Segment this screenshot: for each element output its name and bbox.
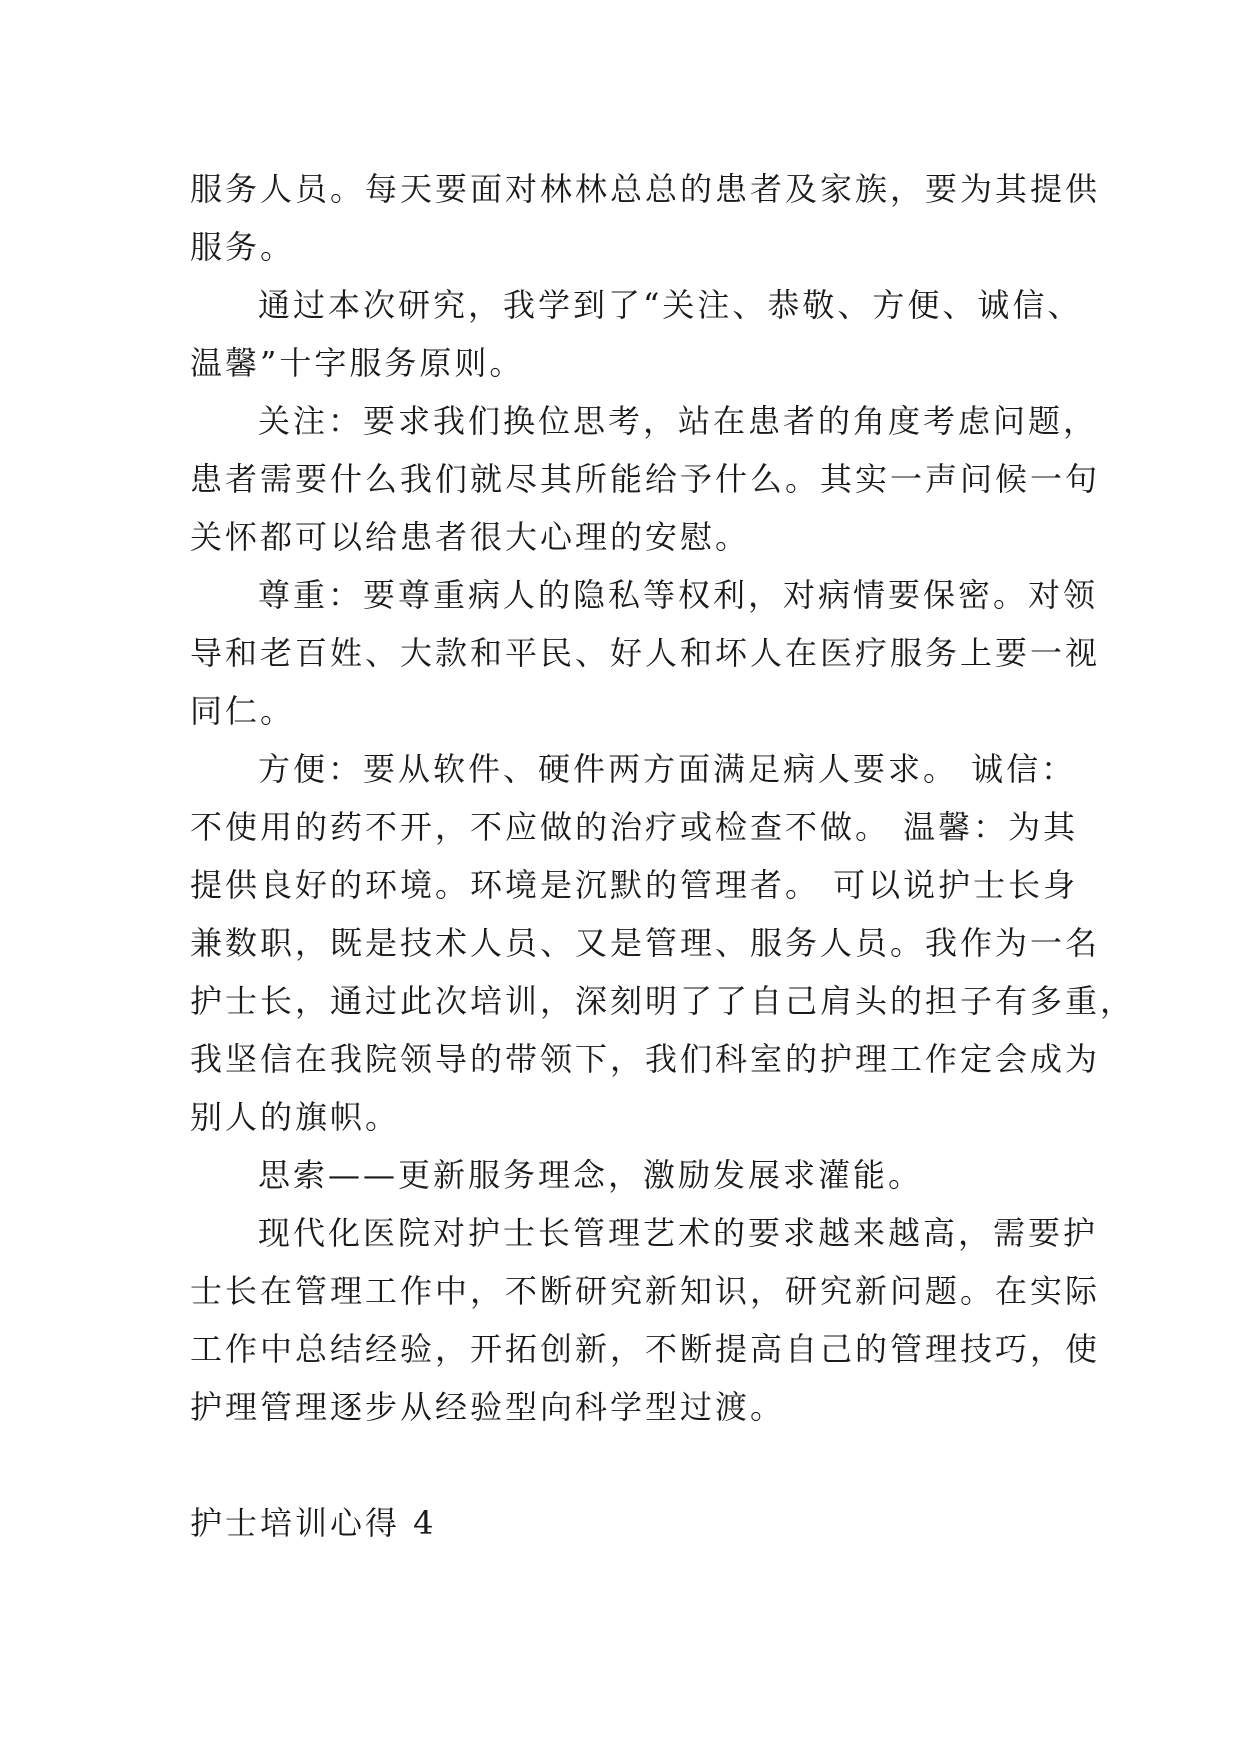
document-body bbox=[190, 160, 1136, 1552]
text-line: 我坚信在我院领导的带领下，我们科室的护理工作定会成为 bbox=[190, 1040, 1101, 1078]
section-heading: 护士培训心得 4 bbox=[190, 1504, 437, 1542]
text-line: 工作中总结经验，开拓创新，不断提高自己的管理技巧，使 bbox=[190, 1330, 1101, 1368]
paragraph-start-line: 通过本次研究，我学到了“关注、恭敬、方便、诚信、 bbox=[258, 286, 1083, 324]
text-line: 兼数职，既是技术人员、又是管理、服务人员。我作为一名 bbox=[190, 924, 1101, 962]
paragraph-start-line: 关注：要求我们换位思考，站在患者的角度考虑问题， bbox=[258, 402, 1099, 440]
paragraph-start-line: 方便：要从软件、硬件两方面满足病人要求。 诚信： bbox=[258, 750, 1077, 788]
text-line: 别人的旗帜。 bbox=[190, 1098, 401, 1136]
paragraph-start-line: 现代化医院对护士长管理艺术的要求越来越高，需要护 bbox=[258, 1214, 1099, 1252]
text-line: 服务。 bbox=[190, 228, 296, 266]
text-line: 护理管理逐步从经验型向科学型过渡。 bbox=[190, 1388, 786, 1426]
text-line: 提供良好的环境。环境是沉默的管理者。 可以说护士长身 bbox=[190, 866, 1079, 904]
paragraph-start-line: 尊重：要尊重病人的隐私等权利，对病情要保密。对领 bbox=[258, 576, 1099, 614]
text-line: 不使用的药不开，不应做的治疗或检查不做。 温馨：为其 bbox=[190, 808, 1079, 846]
paragraph-gap bbox=[190, 1436, 1060, 1494]
text-line: 导和老百姓、大款和平民、好人和坏人在医疗服务上要一视 bbox=[190, 634, 1101, 672]
text-line: 同仁。 bbox=[190, 692, 296, 730]
paragraph-start-line: 思索——更新服务理念，激励发展求灌能。 bbox=[258, 1156, 924, 1194]
text-line: 关怀都可以给患者很大心理的安慰。 bbox=[190, 518, 751, 556]
text-line: 护士长，通过此次培训，深刻明了了自己肩头的担子有多重， bbox=[190, 982, 1136, 1020]
text-line: 服务人员。每天要面对林林总总的患者及家族，要为其提供 bbox=[190, 170, 1101, 208]
text-line: 患者需要什么我们就尽其所能给予什么。其实一声问候一句 bbox=[190, 460, 1101, 498]
text-line: 温馨”十字服务原则。 bbox=[190, 344, 525, 382]
text-line: 士长在管理工作中，不断研究新知识，研究新问题。在实际 bbox=[190, 1272, 1101, 1310]
